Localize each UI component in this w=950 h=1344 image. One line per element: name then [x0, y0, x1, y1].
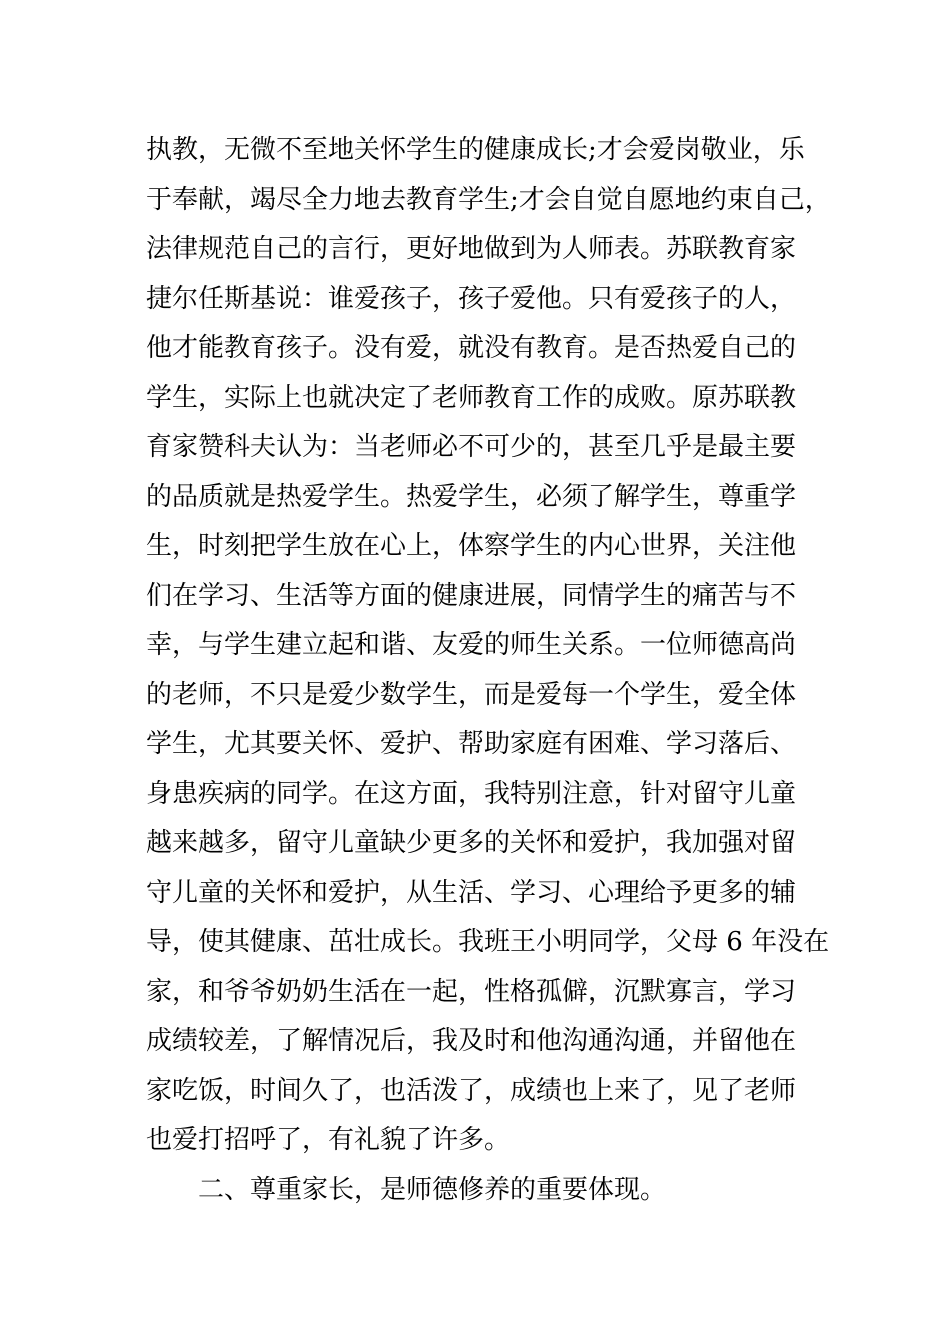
- paragraph-line: 于奉献，竭尽全力地去教育学生;才会自觉自愿地约束自己，: [146, 184, 831, 215]
- paragraph-line: 捷尔任斯基说：谁爱孩子，孩子爱他。只有爱孩子的人，: [146, 283, 797, 314]
- paragraph-line: 法律规范自己的言行，更好地做到为人师表。苏联教育家: [146, 234, 797, 264]
- paragraph-line: 学生，实际上也就决定了老师教育工作的成败。原苏联教: [146, 382, 797, 413]
- paragraph-line: 家，和爷爷奶奶生活在一起，性格孤僻，沉默寡言，学习: [146, 976, 797, 1007]
- paragraph-line: 育家赞科夫认为：当老师必不可少的，甚至几乎是最主要: [146, 432, 797, 462]
- paragraph-line: 执教，无微不至地关怀学生的健康成长;才会爱岗敬业，乐: [146, 135, 805, 165]
- paragraph-line: 们在学习、生活等方面的健康进展，同情学生的痛苦与不: [146, 580, 797, 611]
- paragraph-line: 生，时刻把学生放在心上，体察学生的内心世界，关注他: [146, 531, 797, 561]
- paragraph-line: 越来越多，留守儿童缺少更多的关怀和爱护，我加强对留: [146, 828, 797, 858]
- paragraph-line: 学生，尤其要关怀、爱护、帮助家庭有困难、学习落后、: [146, 729, 797, 759]
- paragraph-line: 身患疾病的同学。在这方面，我特别注意，针对留守儿童: [146, 778, 797, 809]
- paragraph-line: 成绩较差，了解情况后，我及时和他沟通沟通，并留他在: [146, 1026, 797, 1056]
- paragraph-line: 家吃饭，时间久了，也活泼了，成绩也上来了，见了老师: [146, 1075, 797, 1106]
- paragraph-line: 的老师，不只是爱少数学生，而是爱每一个学生，爱全体: [146, 679, 797, 710]
- paragraph-line: 守儿童的关怀和爱护，从生活、学习、心理给予更多的辅: [146, 877, 797, 908]
- paragraph-line: 的品质就是热爱学生。热爱学生，必须了解学生，尊重学: [146, 481, 797, 512]
- section-heading: 二、尊重家长，是师德修养的重要体现。: [198, 1174, 667, 1205]
- paragraph-line: 幸，与学生建立起和谐、友爱的师生关系。一位师德高尚: [146, 630, 797, 660]
- paragraph-line: 也爱打招呼了，有礼貌了许多。: [146, 1125, 511, 1155]
- document-body: [146, 126, 836, 1215]
- paragraph-line: 导，使其健康、茁壮成长。我班王小明同学，父母 6 年没在: [146, 927, 830, 957]
- paragraph-line: 他才能教育孩子。没有爱，就没有教育。是否热爱自己的: [146, 333, 797, 363]
